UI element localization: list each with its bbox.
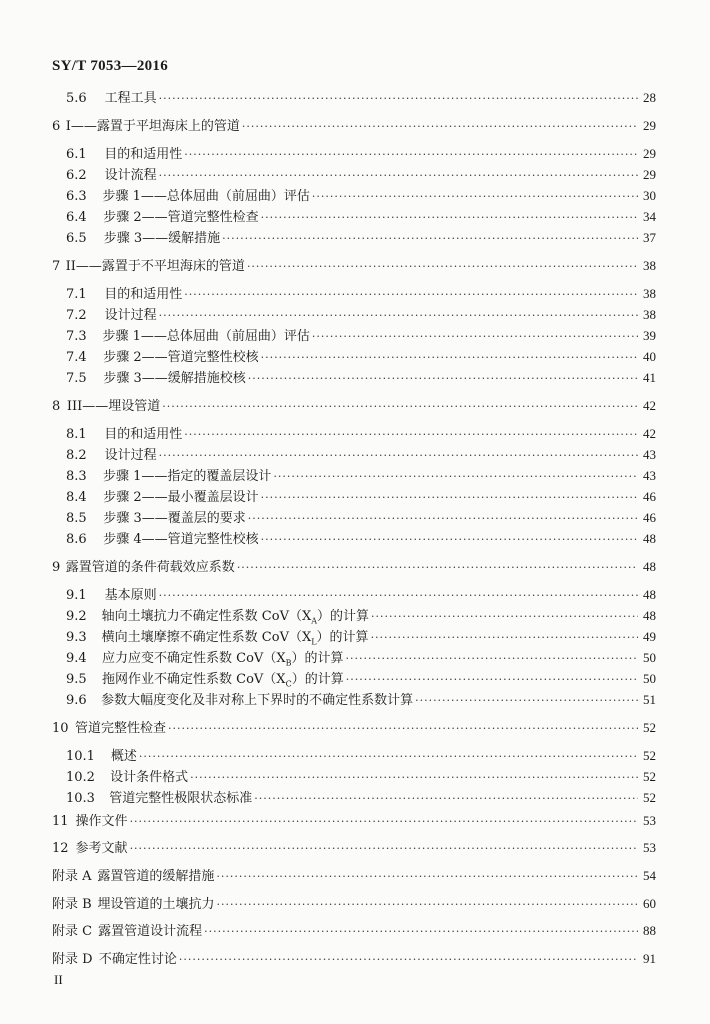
toc-entry-number: 附录 C [52,924,93,939]
toc-entry-title-text: 露置管道设计流程 [98,924,203,939]
toc-entry-title [109,791,252,807]
dot-leader [159,588,638,604]
toc-entry[interactable] [52,258,656,275]
toc-entry-subscript: A [311,616,318,626]
toc-entry-number: 6.1 [66,147,87,162]
toc-entry-page: 29 [643,146,656,161]
toc-entry-title-text: 步骤 2——管道完整性检查 [103,210,259,225]
toc-entry-title [76,814,128,830]
toc-entry[interactable] [66,90,656,107]
toc-entry-page: 52 [643,720,656,735]
toc-entry-page: 29 [643,118,656,133]
toc-entry-title-text: 步骤 1——总体屈曲（前屈曲）评估 [102,189,310,204]
toc-entry-page: 51 [643,692,656,707]
toc-entry-number: 8.1 [66,427,87,442]
dot-leader [159,308,638,324]
dot-leader [130,841,638,857]
toc-entry-title [110,770,188,786]
toc-entry[interactable] [66,146,656,163]
toc-entry[interactable] [52,813,656,830]
toc-entry[interactable] [66,769,656,786]
dot-leader [261,490,638,506]
dot-leader [261,532,638,548]
toc-entry-page: 43 [643,468,656,483]
toc-entry[interactable] [66,349,656,366]
toc-entry[interactable] [66,650,656,667]
toc-entry[interactable] [66,531,656,548]
toc-entry-page: 52 [643,769,656,784]
toc-entry[interactable] [52,840,656,857]
toc-entry[interactable] [52,868,656,885]
toc-entry-number: 7.4 [66,350,87,365]
toc-entry-title-end: ）的计算 [291,651,344,666]
toc-entry[interactable] [66,790,656,807]
dot-leader [184,427,638,443]
dot-leader [261,350,638,366]
toc-entry[interactable] [66,167,656,184]
toc-entry-title [104,147,182,163]
toc-entry-number: 9.4 [66,651,87,666]
toc-entry-title [105,168,157,184]
toc-entry-title-text: 步骤 1——总体屈曲（前屈曲）评估 [102,329,310,344]
toc-entry-page: 48 [643,531,656,546]
dot-leader [222,231,638,247]
toc-entry[interactable] [66,489,656,506]
toc-entry[interactable] [52,118,656,135]
toc-entry-page: 46 [643,489,656,504]
toc-entry-title-text: 露置管道的缓解措施 [97,869,215,884]
toc-entry[interactable] [66,671,656,688]
toc-entry-page: 39 [643,328,656,343]
toc-entry-number: 7.5 [66,371,87,386]
toc-entry[interactable] [66,307,656,324]
toc-entry[interactable] [66,426,656,443]
toc-entry-page: 40 [643,349,656,364]
toc-entry-page: 50 [643,650,656,665]
toc-entry-title [76,841,128,857]
dot-leader [312,189,638,205]
toc-entry-title-text: 基本原则 [104,588,157,603]
toc-entry-title [103,371,245,387]
dot-leader [312,329,638,345]
dot-leader [168,721,638,737]
toc-entry-number: 6.4 [66,210,87,225]
dot-leader [273,469,638,485]
toc-entry-title-text: 参数大幅度变化及非对称上下界时的不确定性系数计算 [101,693,414,708]
dot-leader [184,147,638,163]
toc-entry-number: 9.3 [66,630,87,645]
toc-entry-number: 9.6 [66,693,87,708]
toc-entry-page: 48 [643,587,656,602]
toc-entry-number: 9 [52,560,61,575]
dot-leader [179,952,638,968]
toc-entry-title [102,609,369,625]
toc-entry-title-text: 管道完整性检查 [75,721,167,736]
toc-entry-title [105,448,157,464]
toc-entry-title-text: 目的和适用性 [104,427,183,442]
toc-entry-page: 48 [643,559,656,574]
toc-entry-title [105,91,157,107]
toc-entry-title [103,210,258,226]
toc-entry-number: 6 [52,119,61,134]
toc-entry-title [66,119,240,135]
dot-leader [371,630,638,646]
dot-leader [237,560,638,576]
dot-leader [346,651,639,667]
toc-entry-title [102,630,369,646]
toc-entry-title-text: 参考文献 [75,841,128,856]
dot-leader [247,259,638,275]
toc-entry-title-text: 横向土壤摩擦不确定性系数 CoV（X [101,630,312,645]
toc-entry-title-end: ）的计算 [291,672,344,687]
toc-entry-title [111,749,137,765]
toc-entry-title [105,588,157,604]
toc-entry[interactable] [66,447,656,464]
dot-leader [248,511,638,527]
toc-entry-page: 53 [643,840,656,855]
toc-entry-title [104,287,182,303]
toc-entry-page: 53 [643,813,656,828]
toc-entry-title-text: 目的和适用性 [104,287,183,302]
toc-entry-title-text: 操作文件 [75,814,128,829]
toc-entry-number: 10.2 [66,770,95,785]
toc-entry-number: 6.5 [66,231,87,246]
toc-entry-page: 29 [643,167,656,182]
toc-entry-page: 38 [643,286,656,301]
toc-entry-number: 10.1 [66,749,95,764]
toc-entry-page: 52 [643,790,656,805]
toc-entry-page: 43 [643,447,656,462]
toc-entry-number: 7.2 [66,308,87,323]
toc-entry-number: 9.5 [66,672,87,687]
dot-leader [184,287,638,303]
dot-leader [371,609,638,625]
dot-leader [204,924,638,940]
toc-entry-number: 9.2 [66,609,87,624]
dot-leader [130,814,638,830]
toc-entry-number: 10.3 [66,791,95,806]
toc-entry[interactable] [66,608,656,625]
toc-entry-number: 8 [52,399,61,414]
dot-leader [190,770,638,786]
dot-leader [162,399,638,415]
toc-entry-title-text: III——埋设管道 [66,399,161,414]
toc-entry-title-text: 步骤 3——覆盖层的要求 [103,511,246,526]
toc-entry-title-text: 管道完整性极限状态标准 [109,791,253,806]
toc-entry-page: 42 [643,426,656,441]
toc-entry-subscript: C [285,679,292,689]
toc-entry-page: 34 [643,209,656,224]
toc-entry-title-text: 不确定性讨论 [98,952,177,967]
toc-entry-title [102,189,309,205]
toc-entry-title [103,532,258,548]
toc-entry-number: 7 [52,259,61,274]
toc-entry[interactable] [52,923,656,940]
toc-entry-page: 54 [643,868,656,883]
toc-entry-title-text: 埋设管道的土壤抗力 [97,897,215,912]
toc-entry-title-text: 应力应变不确定性系数 CoV（X [102,651,286,666]
toc-entry-page: 91 [643,951,656,966]
toc-entry[interactable] [66,230,656,247]
toc-entry-title-text: 设计条件格式 [110,770,189,785]
toc-entry-page: 88 [643,923,656,938]
toc-entry-title [103,469,271,485]
dot-leader [216,869,638,885]
toc-entry[interactable] [52,559,656,576]
toc-entry-title [103,490,258,506]
toc-entry-page: 41 [643,370,656,385]
toc-entry-page: 28 [643,90,656,105]
dot-leader [248,371,638,387]
toc-entry-number: 10 [52,721,69,736]
toc-entry-subscript: L [311,637,317,647]
toc-entry-title-text: 步骤 2——最小覆盖层设计 [103,490,259,505]
dot-leader [159,168,638,184]
toc-entry-number: 6.3 [66,189,87,204]
toc-entry-number: 7.3 [66,329,87,344]
toc-entry-title [98,924,202,940]
toc-entry[interactable] [52,398,656,415]
toc-entry[interactable] [66,692,656,709]
document-code-header: SY/T 7053—2016 [52,58,169,74]
toc-entry-title-text: 步骤 3——缓解措施 [103,231,221,246]
toc-entry-title-text: 设计过程 [104,308,157,323]
toc-entry[interactable] [66,587,656,604]
toc-entry-title-text: 设计流程 [104,168,157,183]
toc-entry-title-text: II——露置于不平坦海床的管道 [65,259,245,274]
toc-entry-page: 46 [643,510,656,525]
toc-entry-title [104,231,220,247]
toc-entry[interactable] [66,328,656,345]
toc-entry-title [75,721,166,737]
toc-entry-page: 37 [643,230,656,245]
toc-entry-title-text: 步骤 4——管道完整性校核 [103,532,259,547]
toc-entry-title-end: ）的计算 [317,609,370,624]
toc-entry-title-text: 步骤 2——管道完整性校核 [103,350,259,365]
toc-entry-page: 50 [643,671,656,686]
toc-entry-page: 52 [643,748,656,763]
toc-entry-number: 11 [52,814,69,829]
toc-entry-title [97,897,214,913]
toc-entry-title [103,350,258,366]
toc-entry-title [104,427,182,443]
toc-entry-title-end: ）的计算 [316,630,369,645]
dot-leader [346,672,638,688]
toc-entry-page: 30 [643,188,656,203]
toc-entry-title [101,693,413,709]
toc-entry-page: 42 [643,398,656,413]
toc-entry-title [67,399,160,415]
toc-entry-number: 附录 A [52,869,92,884]
toc-entry-title [99,952,177,968]
toc-entry-title-text: 拖网作业不确定性系数 CoV（X [102,672,286,687]
toc-entry-page: 49 [643,629,656,644]
toc-entry-page: 38 [643,307,656,322]
toc-entry-number: 8.3 [66,469,87,484]
toc-entry[interactable] [66,629,656,646]
toc-entry-number: 8.4 [66,490,87,505]
toc-entry-title [105,308,157,324]
toc-entry-title [102,672,344,688]
dot-leader [261,210,638,226]
toc-entry-title [97,869,214,885]
dot-leader [139,749,638,765]
toc-entry[interactable] [66,468,656,485]
toc-entry-title [102,651,343,667]
dot-leader [254,791,638,807]
toc-entry-title-text: 工程工具 [104,91,157,106]
toc-entry-number: 附录 B [52,897,92,912]
toc-entry-page: 60 [643,896,656,911]
toc-entry-title [66,259,245,275]
toc-entry[interactable] [66,748,656,765]
toc-entry-number: 附录 D [52,952,93,967]
dot-leader [159,91,638,107]
toc-entry[interactable] [52,951,656,968]
toc-entry-number: 8.2 [66,448,87,463]
toc-entry[interactable] [66,510,656,527]
toc-entry-title-text: 步骤 1——指定的覆盖层设计 [103,469,272,484]
toc-entry-subscript: B [285,658,292,668]
toc-entry-title-text: 设计过程 [104,448,157,463]
toc-entry-title-text: 轴向土壤抗力不确定性系数 CoV（X [101,609,312,624]
toc-entry-number: 8.6 [66,532,87,547]
toc-entry-page: 48 [643,608,656,623]
toc-entry-title [103,511,245,527]
page-number-footer: II [54,972,63,987]
toc-entry-title-text: I——露置于平坦海床上的管道 [65,119,240,134]
toc-entry[interactable] [66,370,656,387]
toc-entry-title [102,329,309,345]
dot-leader [217,897,639,913]
toc-entry-title [66,560,235,576]
dot-leader [415,693,638,709]
toc-entry-page: 38 [643,258,656,273]
toc-entry-number: 9.1 [66,588,87,603]
toc-entry-title-text: 目的和适用性 [104,147,183,162]
toc-entry[interactable] [66,209,656,226]
toc-entry-number: 12 [52,841,69,856]
toc-entry-number: 6.2 [66,168,87,183]
toc-entry-title-text: 概述 [110,749,137,764]
toc-entry-number: 7.1 [66,287,87,302]
toc-entry-number: 8.5 [66,511,87,526]
toc-entry[interactable] [52,720,656,737]
dot-leader [159,448,638,464]
toc-entry-title-text: 露置管道的条件荷载效应系数 [65,560,235,575]
toc-entry-number: 5.6 [66,91,87,106]
toc-entry[interactable] [52,896,656,913]
toc-entry[interactable] [66,286,656,303]
toc-entry-title-text: 步骤 3——缓解措施校核 [103,371,246,386]
toc-entry[interactable] [66,188,656,205]
dot-leader [242,119,638,135]
